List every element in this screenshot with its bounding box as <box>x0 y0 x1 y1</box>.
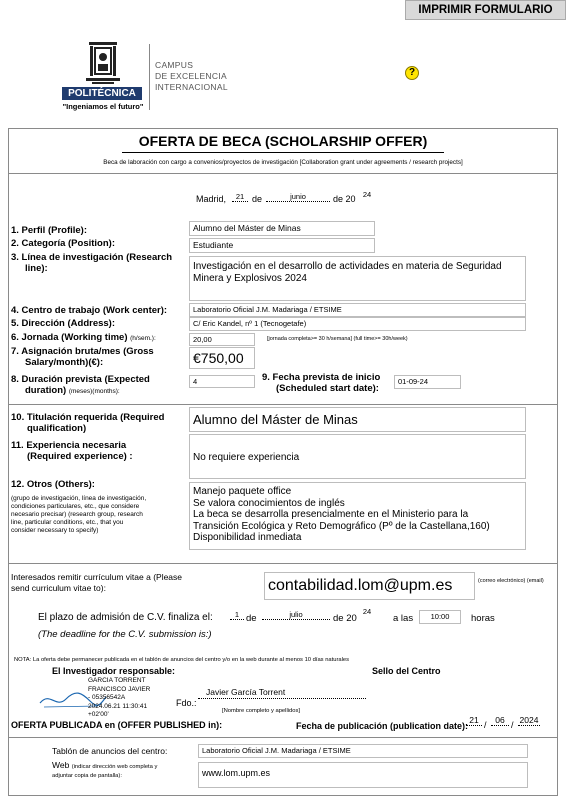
deadline-horas: horas <box>471 613 495 624</box>
investigator-name-note: [Nombre completo y apellidos] <box>222 708 300 714</box>
digital-signature <box>88 677 150 720</box>
deadline-month: julio <box>262 610 330 620</box>
fecha-inicio-label-line: 9. Fecha prevista de inicio <box>262 372 381 383</box>
help-icon[interactable]: ? <box>405 66 419 80</box>
date-day: 21 <box>232 192 248 202</box>
board-label: Tablón de anuncios del centro: <box>52 746 168 756</box>
asignacion-label-line: Salary/month)(€): <box>25 357 104 368</box>
linea-label-line: 3. Línea de investigación (Research <box>11 252 173 263</box>
board-field[interactable]: Laboratorio Oficial J.M. Madariaga / ETSIME <box>198 744 528 758</box>
investigator-name: Javier García Torrent <box>198 687 366 699</box>
deadline-a-las: a las <box>393 613 414 624</box>
perfil-field[interactable]: Alumno del Máster de Minas <box>189 221 375 236</box>
subtitle-divider <box>8 173 558 174</box>
signature-line: 2024.06.21 11:30:41 <box>88 702 148 710</box>
duracion-label-text: duration) <box>25 385 67 396</box>
cv-email-note: (correo electrónico) (email) <box>478 578 544 584</box>
section-divider <box>8 404 558 405</box>
experiencia-label <box>11 440 133 462</box>
otros-help-line: consider necessary to specify) <box>11 527 99 534</box>
cv-email-field[interactable]: contabilidad.lom@upm.es <box>264 572 475 600</box>
publication-day: 21 <box>466 716 482 726</box>
signature-line: FRANCISCO JAVIER <box>88 685 151 693</box>
fdo-label: Fdo.: <box>176 698 197 708</box>
titulacion-label-line: qualification) <box>27 423 87 434</box>
experiencia-field[interactable]: No requiere experiencia <box>189 434 526 479</box>
print-form-button[interactable]: IMPRIMIR FORMULARIO <box>405 0 566 20</box>
campus-text <box>155 60 228 93</box>
web-label-text: Web <box>52 760 70 770</box>
fecha-inicio-label-line: (Scheduled start date): <box>276 383 379 394</box>
deadline-text: El plazo de admisión de C.V. finaliza el: <box>38 612 213 623</box>
section-divider <box>8 737 558 738</box>
published-label: OFERTA PUBLICADA en (OFFER PUBLISHED in): <box>11 720 223 730</box>
jornada-label <box>11 332 156 344</box>
otros-line: Se valora conocimientos de inglés <box>193 497 345 509</box>
web-field[interactable]: www.lom.upm.es <box>198 762 528 788</box>
logo-divider <box>149 44 150 110</box>
date-city: Madrid, <box>196 194 227 204</box>
publication-slash: / <box>511 720 514 730</box>
form-subtitle: Beca de laboración con cargo a convenios/proyectos de investigación [Collaboration grant under agreements / research projects] <box>103 159 463 166</box>
duracion-field[interactable]: 4 <box>189 375 255 388</box>
fecha-inicio-label <box>262 372 380 394</box>
nota: NOTA: La oferta debe permanecer publicada en el tablón de anuncios del centro y/o en la web durante al menos 10 días naturales <box>14 657 350 663</box>
titulacion-label <box>11 412 164 434</box>
duracion-label-line <box>11 385 150 397</box>
campus-line: INTERNACIONAL <box>155 82 228 92</box>
seal-label: Sello del Centro <box>372 666 441 676</box>
jornada-unit: (h/sem.): <box>130 335 156 342</box>
publication-date-label: Fecha de publicación (publication date): <box>296 721 469 731</box>
otros-help <box>11 495 181 535</box>
publication-year: 2024 <box>519 715 539 725</box>
cv-label <box>11 572 182 594</box>
tagline: "Ingeniamos el futuro" <box>62 102 144 111</box>
title-underline <box>122 152 444 153</box>
otros-help-line: necesario precisar) (research group, research <box>11 511 143 518</box>
otros-line: Transición Ecológica y Reto Demográfico (Pº de la Castellana,160) <box>193 520 490 532</box>
otros-label: 12. Otros (Others): <box>11 479 95 490</box>
otros-field[interactable] <box>189 482 526 550</box>
perfil-label: 1. Perfil (Profile): <box>11 225 88 236</box>
web-label <box>52 760 157 772</box>
jornada-note: [jornada completa>= 30 h/semana] (full time>= 30h/week) <box>267 336 408 342</box>
asignacion-label-line: 7. Asignación bruta/mes (Gross <box>11 346 154 357</box>
jornada-field[interactable]: 20,00 <box>189 333 255 346</box>
experiencia-label-line: (Required experience) : <box>27 451 133 462</box>
upm-logo <box>60 40 146 120</box>
deadline-year: 24 <box>362 607 372 616</box>
direccion-label: 5. Dirección (Address): <box>11 318 115 329</box>
web-note-line: adjuntar copia de pantalla): <box>52 773 122 779</box>
section-divider <box>8 563 558 564</box>
signature-line: - 05356542A <box>88 694 126 701</box>
date-year: 24 <box>362 190 372 199</box>
deadline-time-field[interactable]: 10:00 <box>419 610 461 624</box>
date-month: junio <box>266 192 330 202</box>
jornada-label-text: 6. Jornada (Working time) <box>11 332 128 343</box>
publication-slash: / <box>484 720 487 730</box>
centro-field[interactable]: Laboratorio Oficial J.M. Madariaga / ETSIME <box>189 303 526 317</box>
upm-crest-icon <box>60 40 146 90</box>
asignacion-label <box>11 346 154 368</box>
asignacion-field[interactable]: €750,00 <box>189 347 255 369</box>
direccion-field[interactable]: C/ Eric Kandel, nº 1 (Tecnogetafe) <box>189 317 526 331</box>
campus-line: CAMPUS <box>155 60 194 70</box>
brand-bar: POLITÉCNICA <box>62 87 142 100</box>
fecha-inicio-field[interactable]: 01-09-24 <box>394 375 461 389</box>
otros-help-line: line, particular conditions, etc., that you <box>11 519 124 526</box>
deadline-english: (The deadline for the C.V. submission is:) <box>38 629 212 640</box>
linea-label-line: line): <box>25 263 48 274</box>
form-title: OFERTA DE BECA (SCHOLARSHIP OFFER) <box>138 133 428 149</box>
cv-label-line: send curriculum vitae to): <box>11 583 106 593</box>
duracion-label <box>11 374 150 397</box>
cv-label-line: Interesados remitir currículum vitae a (Please <box>11 572 183 582</box>
deadline-de-2: de 20 <box>333 613 357 624</box>
titulacion-label-line: 10. Titulación requerida (Required <box>11 412 165 423</box>
otros-line: Disponibilidad inmediata <box>193 532 302 543</box>
categoria-label: 2. Categoría (Position): <box>11 238 115 249</box>
date-de-2: de 20 <box>333 194 356 204</box>
linea-field[interactable]: Investigación en el desarrollo de actividades en materia de Seguridad Minera y Explosivos 2024 <box>189 256 526 301</box>
signature-line: +02'00' <box>88 711 109 718</box>
otros-help-line: (grupo de investigación, línea de investigación, <box>11 495 147 502</box>
otros-line: La beca se desarrolla presencialmente en el Ministerio para la <box>193 509 469 520</box>
otros-help-line: condiciones particulares, etc., que considere <box>11 503 140 510</box>
centro-label: 4. Centro de trabajo (Work center): <box>11 305 168 316</box>
campus-line: DE EXCELENCIA <box>155 71 227 81</box>
otros-line: Manejo paquete office <box>193 486 292 497</box>
duracion-label-line: 8. Duración prevista (Expected <box>11 374 150 385</box>
deadline-day: 1 <box>230 610 244 620</box>
linea-label <box>11 252 172 274</box>
categoria-field[interactable]: Estudiante <box>189 238 375 253</box>
date-de-1: de <box>252 194 263 204</box>
titulacion-field[interactable]: Alumno del Máster de Minas <box>189 407 526 432</box>
duracion-unit: (meses)(months): <box>68 388 120 395</box>
investigator-label: El Investigador responsable: <box>52 666 176 676</box>
publication-month: 06 <box>491 716 509 726</box>
signature-line: GARCIA TORRENT <box>88 677 146 684</box>
deadline-de-1: de <box>246 613 257 624</box>
web-note: (indicar dirección web completa y <box>71 764 158 770</box>
experiencia-label-line: 11. Experiencia necesaria <box>11 440 127 451</box>
